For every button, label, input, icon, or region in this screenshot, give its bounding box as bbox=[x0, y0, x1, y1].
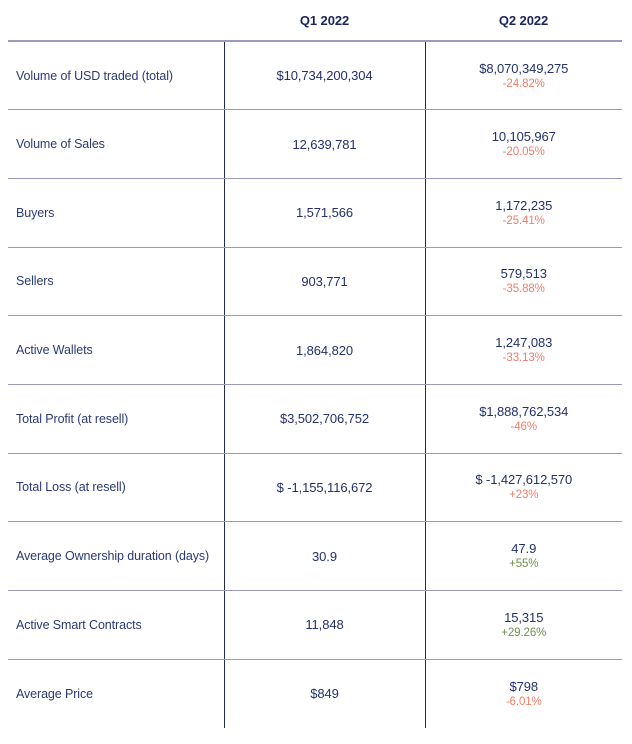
table-header bbox=[8, 0, 622, 41]
q2-delta-badge: -6.01% bbox=[505, 695, 542, 708]
column-header-metric bbox=[8, 0, 224, 40]
cell-q2-value bbox=[425, 247, 622, 316]
row-metric-label: Volume of Sales bbox=[8, 110, 224, 179]
cell-q1-value bbox=[224, 41, 425, 110]
cell-q2-value bbox=[425, 178, 622, 247]
q2-delta-badge: +55% bbox=[509, 558, 539, 571]
table-row bbox=[8, 659, 622, 728]
q2-value-text: $798 bbox=[509, 678, 539, 694]
q2-delta-badge: -20.05% bbox=[502, 146, 545, 159]
column-header-q1: Q1 2022 bbox=[299, 12, 350, 28]
cell-q2-value bbox=[425, 591, 622, 660]
q2-value-text: 1,172,235 bbox=[495, 197, 553, 213]
q1-value-text: 11,848 bbox=[305, 617, 344, 633]
q1-value-text: $849 bbox=[310, 686, 339, 702]
cell-q1-value bbox=[224, 453, 425, 522]
table-row bbox=[8, 41, 622, 110]
cell-q2-value bbox=[425, 110, 622, 179]
cell-q1-value bbox=[224, 384, 425, 453]
q2-delta-badge: -35.88% bbox=[502, 283, 545, 296]
cell-q1-value bbox=[224, 110, 425, 179]
row-metric-label: Average Price bbox=[16, 686, 93, 701]
table-row bbox=[8, 178, 622, 247]
q2-value-text: $1,888,762,534 bbox=[479, 403, 569, 419]
q2-delta-badge: -46% bbox=[510, 420, 537, 433]
row-metric-label: Volume of USD traded (total) bbox=[8, 41, 224, 110]
q1-value-text: 12,639,781 bbox=[292, 136, 357, 152]
table-body bbox=[8, 41, 622, 728]
q2-delta-badge: +29.26% bbox=[501, 626, 547, 639]
q2-value-text: 1,247,083 bbox=[495, 335, 553, 351]
cell-q1-value bbox=[224, 316, 425, 385]
row-metric-label: Total Profit (at resell) bbox=[8, 384, 224, 453]
cell-q1-value bbox=[224, 659, 425, 728]
header-row bbox=[8, 0, 622, 40]
row-metric-label: Sellers bbox=[8, 247, 224, 316]
table-row bbox=[8, 453, 622, 522]
row-metric-label: Active Smart Contracts bbox=[8, 591, 224, 660]
cell-q2-value bbox=[425, 522, 622, 591]
table-row bbox=[8, 591, 622, 660]
q1-value-text: 1,571,566 bbox=[296, 205, 353, 221]
q2-delta-badge: -33.13% bbox=[502, 352, 545, 365]
q2-delta-badge: -24.82% bbox=[502, 77, 545, 90]
q1-value-text: $10,734,200,304 bbox=[276, 68, 373, 84]
q2-value-text: 10,105,967 bbox=[491, 129, 556, 145]
table-row bbox=[8, 316, 622, 385]
q2-value-text: 579,513 bbox=[500, 266, 547, 282]
q2-delta-badge: -25.41% bbox=[502, 214, 545, 227]
q2-value-text: 47.9 bbox=[511, 541, 537, 557]
table-row bbox=[8, 522, 622, 591]
q1-value-text: $ -1,155,116,672 bbox=[276, 479, 373, 495]
cell-q1-value bbox=[224, 247, 425, 316]
row-metric-label: Average Ownership duration (days) bbox=[8, 522, 224, 591]
table-row bbox=[8, 247, 622, 316]
column-header-q2: Q2 2022 bbox=[498, 12, 549, 28]
row-metric-label: Buyers bbox=[8, 178, 224, 247]
q1-value-text: 903,771 bbox=[301, 273, 348, 289]
q1-value-text: 30.9 bbox=[312, 548, 337, 564]
q2-value-text: 15,315 bbox=[504, 609, 544, 625]
row-metric-label: Total Loss (at resell) bbox=[8, 453, 224, 522]
cell-q2-value bbox=[425, 316, 622, 385]
q2-delta-badge: +23% bbox=[509, 489, 539, 502]
q2-value-text: $ -1,427,612,570 bbox=[475, 472, 573, 488]
cell-q2-value bbox=[425, 659, 622, 728]
cell-q1-value bbox=[224, 522, 425, 591]
table-row bbox=[8, 384, 622, 453]
table-row bbox=[8, 110, 622, 179]
quarterly-metrics-table bbox=[8, 0, 622, 728]
cell-q2-value bbox=[425, 384, 622, 453]
cell-q1-value bbox=[224, 591, 425, 660]
q1-value-text: $3,502,706,752 bbox=[280, 411, 369, 427]
row-metric-label: Active Wallets bbox=[8, 316, 224, 385]
cell-q2-value bbox=[425, 41, 622, 110]
cell-q2-value bbox=[425, 453, 622, 522]
cell-q1-value bbox=[224, 178, 425, 247]
q2-value-text: $8,070,349,275 bbox=[479, 60, 569, 76]
q1-value-text: 1,864,820 bbox=[296, 342, 353, 358]
